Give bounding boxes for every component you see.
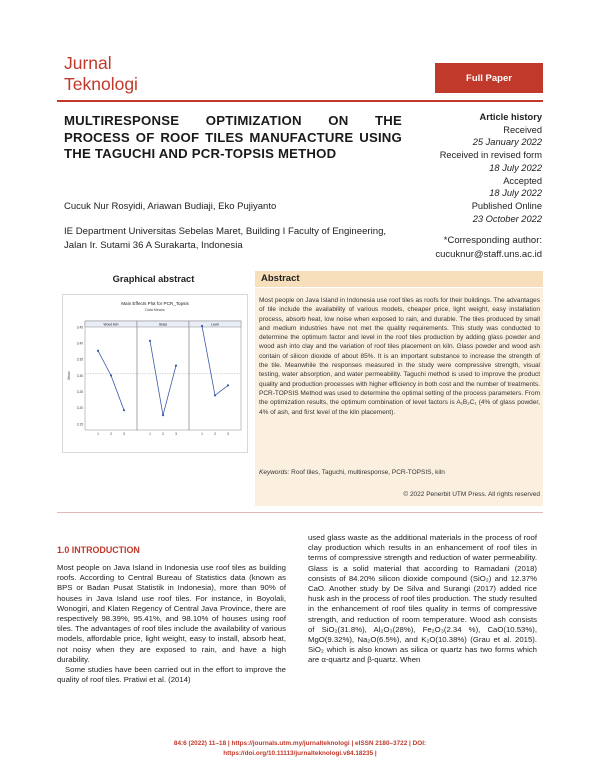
chart-subtitle: Data Means — [145, 308, 165, 312]
intro-paragraph-3: used glass waste as the additional materials in the process of roof clay production which results in an enhancement of roof tiles in terms of compressive strength and reduction of water permeability. Glass is a solid material that according to Ramadani (2018) consists of 84.20% silicon dioxide compound (SiO₂) and 12.37% CaO. Another study by De Silva and Surangi (2017) added rice husk ash in the process of roof tiles production. The study resulted in the enhancement of roof tiles quality in terms of compressive strength, and reduction of room temperature. Wood ash consists of SiO₂(31.8%), Al₂O₃(28%), Fe₂O₃(2.34 %), CaO(10.53%), MgO(9.32%), Na₂O(6.5%), and K₂O(10.38%) (Grau et al. 2015). SiO₂ which is also known as silica or quartz has two forms which are α-quartz and β-quartz. When — [308, 533, 537, 665]
main-effects-plot — [62, 294, 248, 453]
x-tick-label: 2 — [214, 432, 216, 436]
y-tick-label: 3.15 — [76, 422, 83, 427]
panel-label: Glass — [158, 322, 168, 327]
data-point — [123, 409, 125, 411]
journal-name — [64, 53, 138, 95]
x-tick-label: 3 — [123, 432, 125, 436]
body-column-right — [308, 533, 537, 666]
corresponding-label: *Corresponding author: — [443, 235, 542, 246]
data-point — [149, 340, 151, 342]
history-line: Accepted — [503, 175, 542, 186]
footer-line2[interactable]: https://doi.org/10.11113/jurnalteknologi.v84.18235 | — [223, 749, 377, 757]
full-paper-badge: Full Paper — [435, 63, 543, 93]
page-footer — [150, 739, 450, 758]
section-divider — [57, 512, 543, 513]
history-line: 18 July 2022 — [489, 188, 542, 199]
paper-title: MULTIRESPONSE OPTIMIZATION ON THE PROCESS OF ROOF TILES MANUFACTURE USING THE TAGUCHI AND PCR-TOPSIS METHOD — [64, 113, 402, 161]
journal-name-line2: Teknologi — [64, 74, 138, 94]
data-point — [175, 364, 177, 366]
article-history — [400, 111, 542, 225]
panel-label: Level — [211, 322, 219, 327]
y-tick-label: 3.20 — [76, 406, 83, 411]
y-tick-label: 3.25 — [76, 389, 83, 394]
x-tick-label: 1 — [97, 432, 99, 436]
x-tick-label: 1 — [201, 432, 203, 436]
panel-frame — [189, 321, 241, 430]
history-line: 25 January 2022 — [472, 137, 542, 148]
history-line: Received — [503, 124, 542, 135]
x-tick-label: 3 — [175, 432, 177, 436]
series-line — [98, 351, 124, 410]
copyright: © 2022 Penerbit UTM Press. All rights reserved — [403, 491, 540, 498]
affiliation: IE Department Universitas Sebelas Maret, Building I Faculty of Engineering, Jalan Ir. Sutami 36 A Surakarta, Indonesia — [64, 226, 387, 251]
keywords-list: Roof tiles, Taguchi, multiresponse, PCR-TOPSIS, kiln — [291, 469, 445, 476]
x-tick-label: 3 — [227, 432, 229, 436]
corresponding-author — [400, 234, 542, 262]
history-line: Article history — [479, 112, 542, 122]
intro-paragraph-1: Most people on Java Island in Indonesia use roof tiles as building roofs. According to Central Bureau of Statistics data (known as BPS or Badan Pusat Statistik in Indonesia), more than 90% of houses in Java Island use roof tiles. For instance, in Boyolali, Wonogiri, and Klaten Regency of Central Java Province, there are respectively 98.39%, 95.41%, and 98.10% of houses using roof tiles. The advantages of roof tiles include the availability of various models, affordable price, light weight, easy to install, absorb heat, not noisy when they are exposed to rain, and have a high durability. — [57, 563, 286, 664]
x-tick-label: 1 — [149, 432, 151, 436]
chart-title: Main Effects Plot for PCR_Topsis — [121, 301, 189, 306]
data-point — [162, 414, 164, 416]
history-line: Published Online — [471, 200, 542, 211]
body-column-left — [57, 563, 286, 685]
y-tick-label: 3.45 — [76, 325, 83, 330]
y-tick-label: 3.35 — [76, 357, 83, 362]
abstract-heading: Abstract — [255, 271, 543, 287]
abstract-text: Most people on Java Island in Indonesia use roof tiles as roofs for their buildings. The advantages of tile include the availability of various models, cheaper price, light weight, easy installation process, absorb heat, low noise when exposed to rain, and durable. The tiles produced by small and medium industries have not met the quality requirements. This study was conducted to determine the optimum factor and level in the roof tiles production by adding glass powder and wood ash into clay and the variation of roof tiles placement on kiln. Glass powder and wood ash contain of silicon dioxide of about 85%. It is an important substance to increase the strength of the tile. Meanwhile the responses measured in the study were compressive strength, visual testing, water absorption, and water permeability. Taguchi method is used to improve the product quality and production processes with higher efficiency in both cost and the number of treatments. PCR-TOPSIS Method was used to determine the optimal setting of the process parameters. From the optimization results, the optimum combination of level factors is A₁B₂C₁ (4% of glass powder, 4% of ash, and first level of the kiln placement). — [259, 297, 540, 416]
corresponding-email[interactable]: cucuknur@staff.uns.ac.id — [435, 249, 542, 260]
history-line: Received in revised form — [439, 150, 542, 161]
intro-paragraph-2: Some studies have been carried out in the effort to improve the quality of roof tiles. Pratiwi et al. (2014) — [57, 665, 286, 685]
keywords-label: Keywords — [259, 469, 288, 476]
history-line: 23 October 2022 — [472, 213, 542, 224]
footer-line1: 84:6 (2022) 11–18 | https://journals.utm.my/jurnalteknologi | eISSN 2180–3722 | DOI: — [173, 740, 427, 747]
journal-name-line1: Jurnal — [64, 53, 112, 73]
history-line: 18 July 2022 — [489, 162, 542, 173]
section-heading: 1.0 INTRODUCTION — [57, 545, 140, 555]
data-point — [227, 384, 229, 386]
y-axis-label: Mean — [67, 371, 71, 380]
data-point — [214, 394, 216, 396]
authors: Cucuk Nur Rosyidi, Ariawan Budiaji, Eko Pujiyanto — [64, 201, 277, 212]
graphical-abstract-heading: Graphical abstract — [112, 274, 195, 284]
data-point — [110, 374, 112, 376]
main-effects-plot-svg — [63, 295, 247, 452]
y-tick-label: 3.30 — [76, 373, 83, 378]
data-point — [97, 350, 99, 352]
header-rule — [57, 100, 543, 102]
panel-label: Wood Ash — [103, 322, 119, 327]
data-point — [201, 325, 203, 327]
keywords: Keywords: Roof tiles, Taguchi, multiresponse, PCR-TOPSIS, kiln — [259, 469, 445, 476]
y-tick-label: 3.40 — [76, 341, 83, 346]
series-line — [202, 326, 228, 395]
series-line — [150, 341, 176, 415]
x-tick-label: 2 — [162, 432, 164, 436]
x-tick-label: 2 — [110, 432, 112, 436]
